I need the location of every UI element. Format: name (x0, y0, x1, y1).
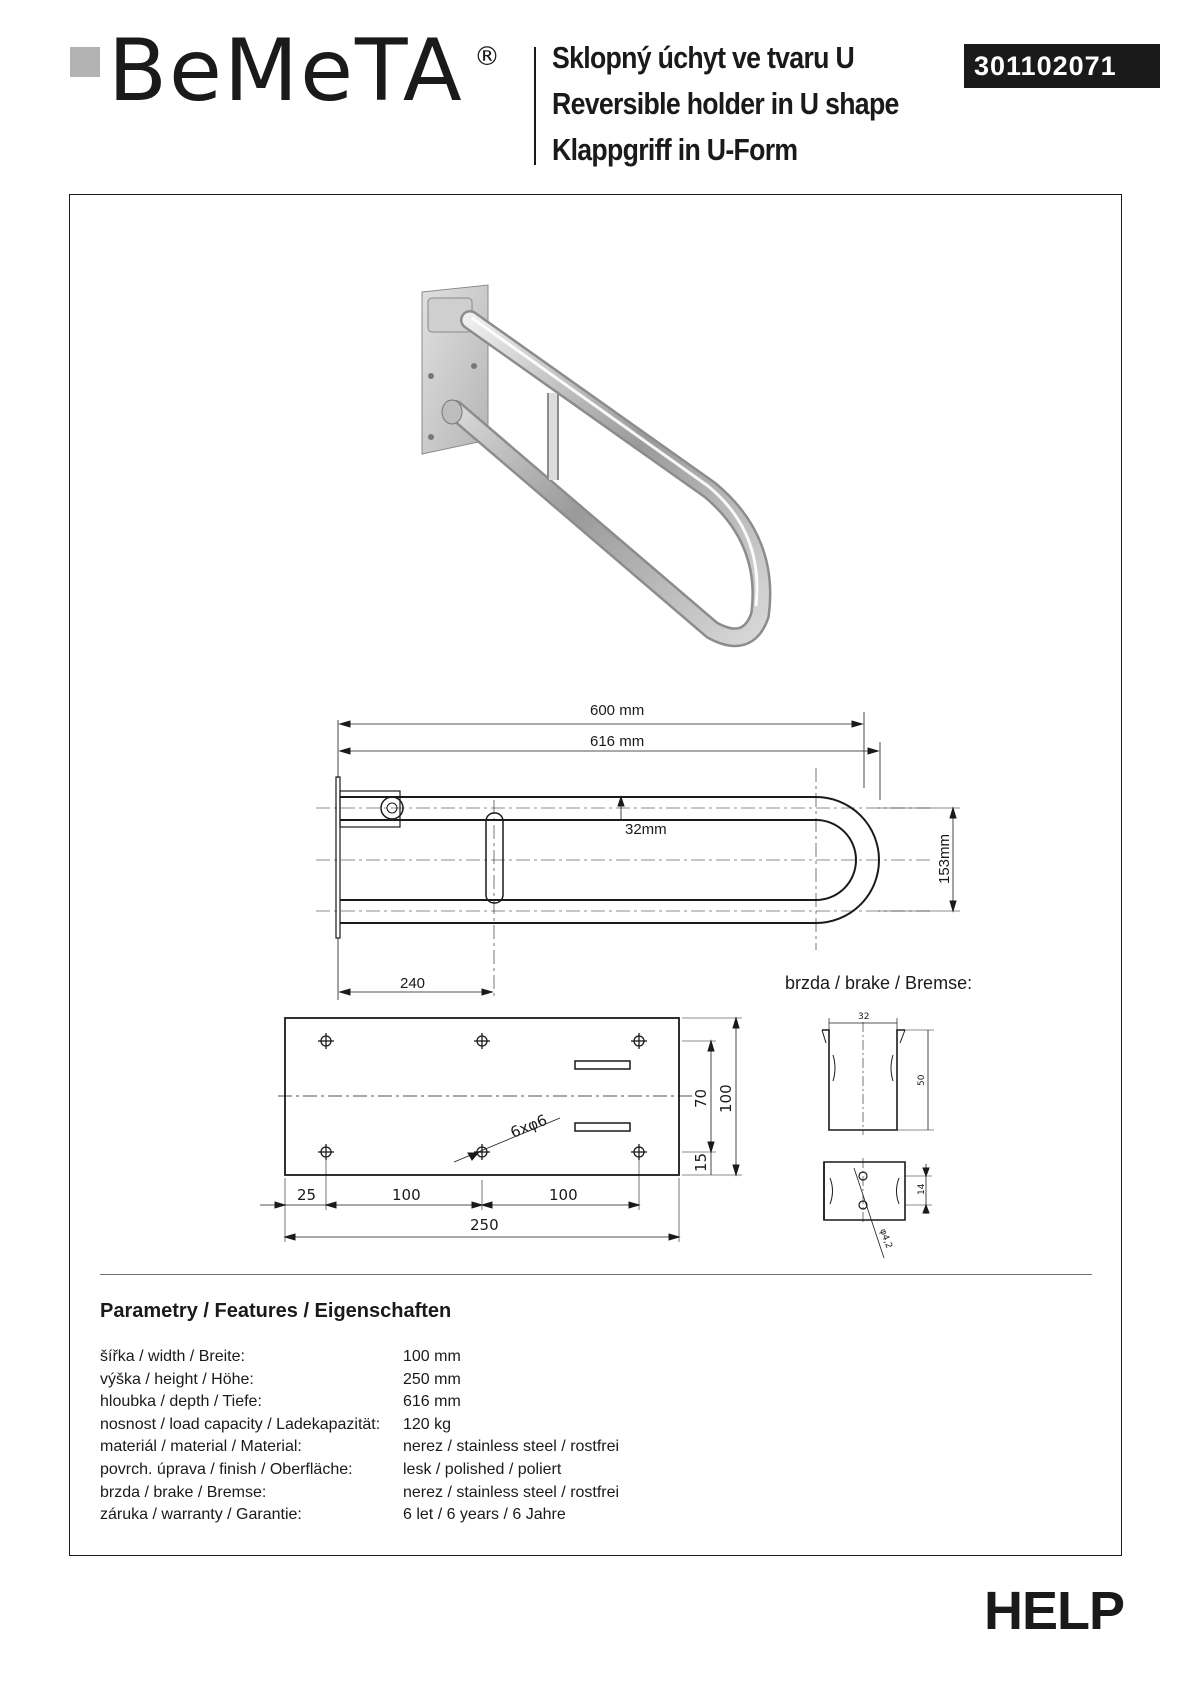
series-name: HELP (984, 1581, 1125, 1641)
plate-dim-100-height: 100 (717, 1084, 735, 1113)
title-german: Klappgriff in U-Form (552, 132, 798, 167)
registered-mark: ® (474, 42, 500, 72)
feature-value: 120 kg (403, 1415, 452, 1433)
feature-label: hloubka / depth / Tiefe: (100, 1393, 262, 1411)
dim-32mm: 32mm (625, 821, 667, 838)
feature-row (100, 1504, 619, 1527)
feature-label: záruka / warranty / Garantie: (100, 1506, 302, 1524)
dim-240: 240 (400, 975, 426, 992)
feature-value: lesk / polished / poliert (403, 1460, 562, 1478)
plate-dim-25: 25 (297, 1186, 317, 1204)
feature-label: povrch. úprava / finish / Oberfläche: (100, 1460, 353, 1478)
feature-label: materiál / material / Material: (100, 1438, 302, 1456)
dim-153mm: 153mm (936, 833, 953, 884)
feature-label: šířka / width / Breite: (100, 1348, 245, 1365)
mounting-plate-drawing (260, 1018, 742, 1242)
feature-label: brzda / brake / Bremse: (100, 1483, 267, 1501)
brake-dim-hole: φ4,2 (877, 1227, 894, 1251)
brand-logo: BeMeTA (108, 21, 464, 121)
plate-holes-label: 6xφ6 (507, 1110, 550, 1142)
feature-row (100, 1369, 619, 1392)
title-czech: Sklopný úchyt ve tvaru U (552, 40, 855, 75)
dim-600: 600 mm (590, 702, 645, 719)
features-table (100, 1346, 619, 1527)
product-code-badge: 301102071 (964, 44, 1160, 88)
brake-dim-14: 14 (917, 1183, 927, 1195)
feature-label: nosnost / load capacity / Ladekapazität: (100, 1415, 381, 1433)
feature-row (100, 1391, 619, 1414)
feature-row (100, 1459, 619, 1482)
feature-value: nerez / stainless steel / rostfrei (403, 1438, 620, 1456)
plate-dim-100-a: 100 (392, 1186, 421, 1204)
feature-label: výška / height / Höhe: (100, 1370, 254, 1388)
side-view-drawing (316, 712, 960, 1000)
brake-dim-50: 50 (917, 1074, 927, 1086)
feature-value: 6 let / 6 years / 6 Jahre (403, 1506, 566, 1524)
product-illustration (422, 285, 761, 637)
feature-value: 100 mm (403, 1348, 461, 1365)
features-title: Parametry / Features / Eigenschaften (100, 1300, 452, 1322)
feature-value: 250 mm (403, 1370, 461, 1388)
plate-dim-100-b: 100 (549, 1186, 578, 1204)
plate-dim-70: 70 (692, 1088, 710, 1108)
dim-616: 616 mm (590, 733, 645, 750)
feature-row (100, 1482, 619, 1505)
section-divider (100, 1274, 1092, 1275)
feature-row (100, 1414, 619, 1437)
plate-dim-15: 15 (692, 1152, 710, 1172)
title-english: Reversible holder in U shape (552, 86, 899, 121)
feature-row (100, 1346, 619, 1369)
feature-value: 616 mm (403, 1393, 461, 1411)
brake-dim-32: 32 (858, 1012, 870, 1022)
brake-label: brzda / brake / Bremse: (785, 973, 973, 993)
plate-dim-250: 250 (470, 1216, 499, 1234)
feature-value: nerez / stainless steel / rostfrei (403, 1483, 620, 1501)
feature-row (100, 1436, 619, 1459)
brake-drawing (822, 1018, 934, 1258)
